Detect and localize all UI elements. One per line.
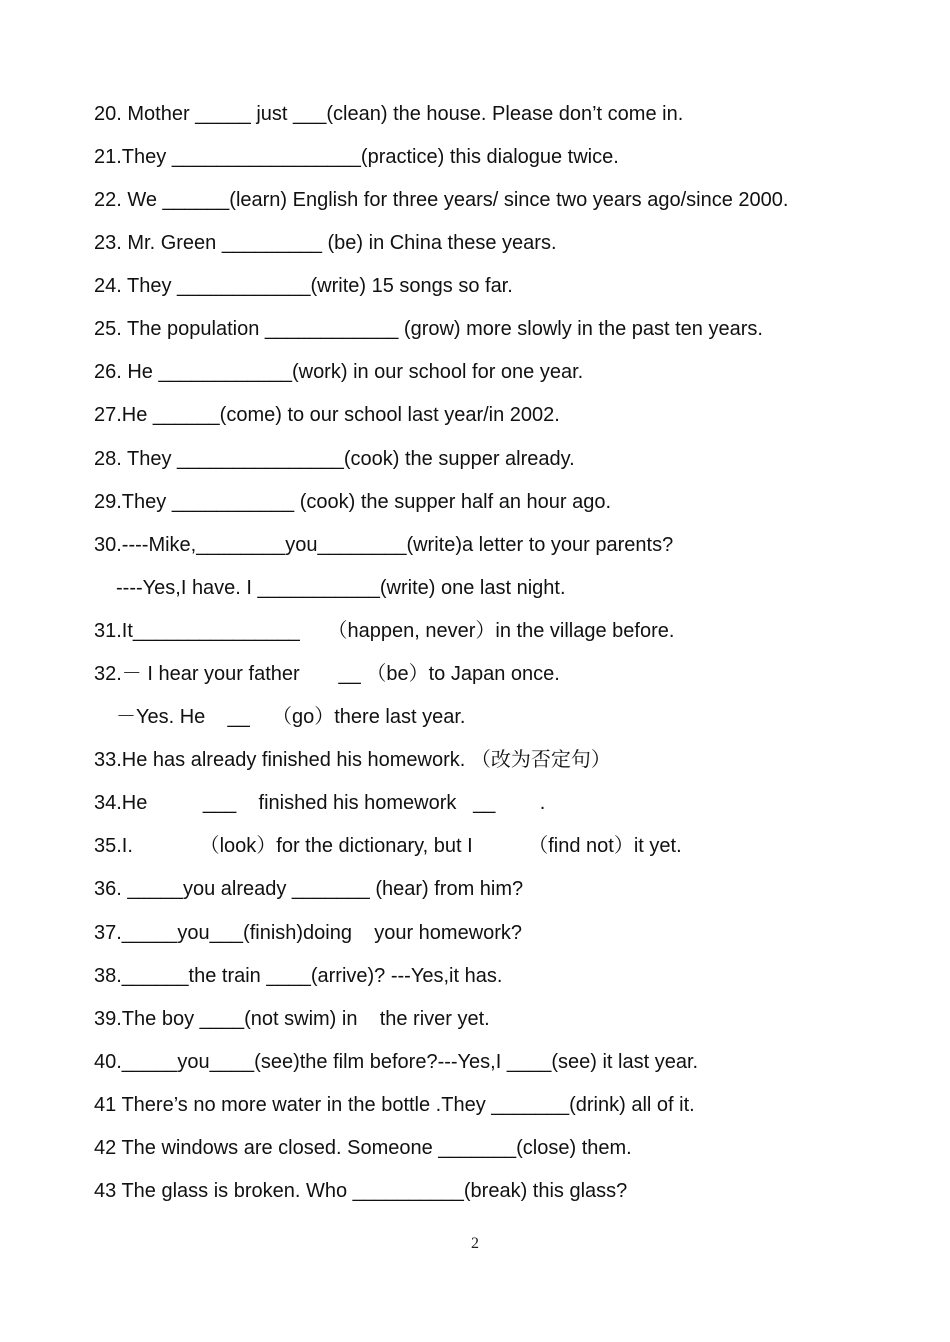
exercise-line-25: 25. The population ____________ (grow) more slowly in the past ten years. bbox=[94, 318, 763, 340]
exercise-line-26: 26. He ____________(work) in our school for one year. bbox=[94, 361, 584, 383]
exercise-line-31: 31.It_______________ （happen, never）in the village before. bbox=[94, 620, 675, 642]
exercise-line-41: 41 There’s no more water in the bottle .They _______(drink) all of it. bbox=[94, 1094, 695, 1116]
exercise-line-38: 38.______the train ____(arrive)? ---Yes,it has. bbox=[94, 965, 503, 987]
exercise-line-43: 43 The glass is broken. Who __________(break) this glass? bbox=[94, 1180, 628, 1202]
exercise-line-30-answer: ----Yes,I have. I ___________(write) one last night. bbox=[116, 577, 566, 599]
exercise-line-35: 35.I. （look）for the dictionary, but I （find not）it yet. bbox=[94, 835, 682, 857]
page-number: 2 bbox=[471, 1235, 479, 1252]
exercise-line-21: 21.They _________________(practice) this dialogue twice. bbox=[94, 146, 619, 168]
exercise-line-28: 28. They _______________(cook) the supper already. bbox=[94, 448, 575, 470]
exercise-line-34: 34.He ___ finished his homework __ . bbox=[94, 792, 546, 814]
exercise-line-33: 33.He has already finished his homework. （改为否定句） bbox=[94, 749, 611, 771]
exercise-line-30: 30.----Mike,________you________(write)a letter to your parents? bbox=[94, 534, 674, 556]
exercise-line-42: 42 The windows are closed. Someone _______(close) them. bbox=[94, 1137, 632, 1159]
exercise-line-32-answer: －Yes. He __ （go）there last year. bbox=[116, 706, 466, 728]
exercise-line-22: 22. We ______(learn) English for three years/ since two years ago/since 2000. bbox=[94, 189, 789, 211]
exercise-line-20: 20. Mother _____ just ___(clean) the house. Please don’t come in. bbox=[94, 103, 684, 125]
exercise-line-29: 29.They ___________ (cook) the supper half an hour ago. bbox=[94, 491, 612, 513]
exercise-line-39: 39.The boy ____(not swim) in the river yet. bbox=[94, 1008, 490, 1030]
exercise-line-24: 24. They ____________(write) 15 songs so far. bbox=[94, 275, 513, 297]
exercise-line-36: 36. _____you already _______ (hear) from him? bbox=[94, 878, 524, 900]
exercise-line-32: 32.－ I hear your father __ （be）to Japan once. bbox=[94, 663, 560, 685]
exercise-line-37: 37._____you___(finish)doing your homework? bbox=[94, 922, 523, 944]
exercise-line-23: 23. Mr. Green _________ (be) in China these years. bbox=[94, 232, 557, 254]
exercise-line-27: 27.He ______(come) to our school last year/in 2002. bbox=[94, 404, 560, 426]
exercise-line-40: 40._____you____(see)the film before?---Yes,I ____(see) it last year. bbox=[94, 1051, 699, 1073]
